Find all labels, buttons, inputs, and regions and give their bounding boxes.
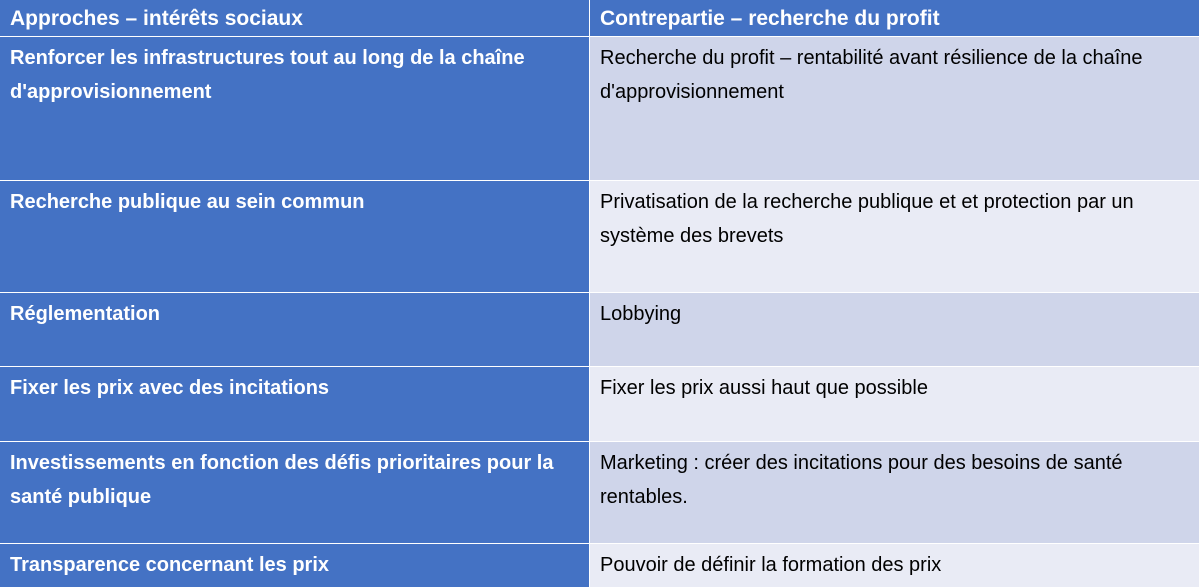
row-4-approach: Fixer les prix avec des incitations	[0, 367, 590, 442]
row-2-approach: Recherche publique au sein commun	[0, 181, 590, 293]
row-1-approach: Renforcer les infrastructures tout au long de la chaîne d'approvisionnement	[0, 37, 590, 181]
row-3-counterpart: Lobbying	[590, 293, 1200, 367]
row-1-counterpart: Recherche du profit – rentabilité avant résilience de la chaîne d'approvisionnement	[590, 37, 1200, 181]
row-5-approach: Investissements en fonction des défis prioritaires pour la santé publique	[0, 442, 590, 544]
row-6-approach: Transparence concernant les prix	[0, 544, 590, 588]
row-4-counterpart: Fixer les prix aussi haut que possible	[590, 367, 1200, 442]
row-5-counterpart: Marketing : créer des incitations pour des besoins de santé rentables.	[590, 442, 1200, 544]
row-2-counterpart: Privatisation de la recherche publique et et protection par un système des brevets	[590, 181, 1200, 293]
header-approches: Approches – intérêts sociaux	[0, 0, 590, 37]
row-3-approach: Réglementation	[0, 293, 590, 367]
header-contrepartie: Contrepartie – recherche du profit	[590, 0, 1200, 37]
row-6-counterpart: Pouvoir de définir la formation des prix	[590, 544, 1200, 588]
